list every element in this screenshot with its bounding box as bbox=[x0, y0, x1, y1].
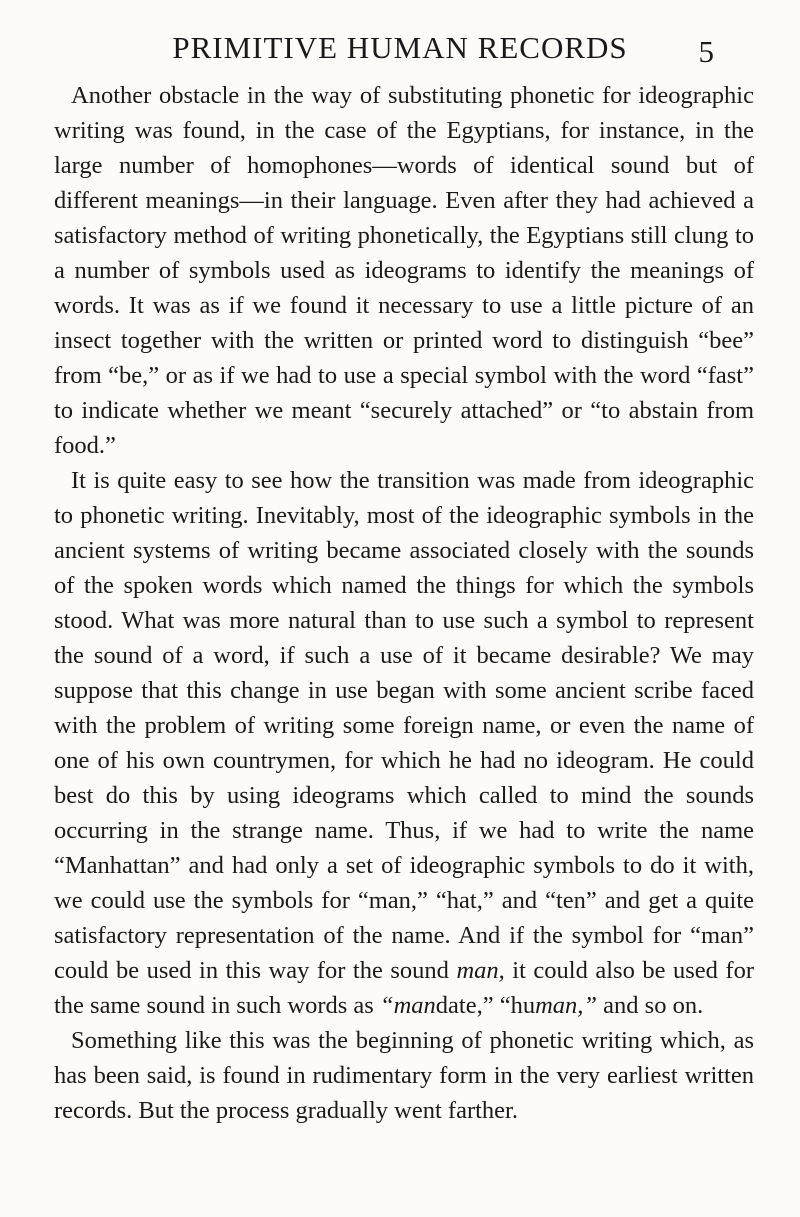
running-head: PRIMITIVE HUMAN RECORDS bbox=[172, 30, 628, 65]
paragraph-2-text-4: and so on. bbox=[597, 992, 704, 1019]
paragraph-2 bbox=[54, 463, 754, 1023]
paragraph-1: Another obstacle in the way of substituting phonetic for ideographic writing was found, in the case of the Egyptians, for instance, in the large number of homophones—words of identical sound but of different meanings—in their language. Even after they had achieved a satisfactory method of writing phonetically, the Egyptians still clung to a number of symbols used as ideograms to identify the meanings of words. It was as if we found it necessary to use a little picture of an insect together with the written or printed word to distinguish “bee” from “be,” or as if we had to use a special symbol with the word “fast” to indicate whether we meant “securely attached” or “to abstain from food.” bbox=[54, 82, 754, 459]
body-text bbox=[54, 78, 754, 1128]
italic-man-suffix: man,” bbox=[535, 992, 598, 1019]
paragraph-2-text-3: date,” “hu bbox=[435, 992, 536, 1019]
page-number: 5 bbox=[698, 34, 714, 69]
paragraph-2-text: It is quite easy to see how the transition was made from ideographic to phonetic writing. Inevitably, most of the ideographic symbols in the ancient systems of writing became associated closely with the sounds of the spoken words which named the things for which the symbols stood. What was more natural than to use such a symbol to represent the sound of a word, if such a use of it became desirable? We may suppose that this change in use began with some ancient scribe faced with the problem of writing some foreign name, or even the name of one of his own countrymen, for which he had no ideogram. He could best do this by using ideograms which called to mind the sounds occurring in the strange name. Thus, if we had to write the name “Manhattan” and had only a set of ideographic symbols to do it with, we could use the symbols for “man,” “hat,” and “ten” and get a quite satisfactory representation of the name. And if the symbol for “man” could be used in this way for the sound bbox=[54, 467, 754, 984]
italic-man: man, bbox=[456, 957, 505, 984]
paragraph-3: Something like this was the beginning of phonetic writing which, as has been said, is found in rudimentary form in the very earliest written records. But the process gradually went farther. bbox=[54, 1027, 754, 1124]
page-header bbox=[0, 30, 800, 70]
italic-man-prefix: “man bbox=[379, 992, 436, 1019]
paragraph-2-text-2: it could also be used for the same sound in such words as bbox=[54, 957, 754, 1019]
